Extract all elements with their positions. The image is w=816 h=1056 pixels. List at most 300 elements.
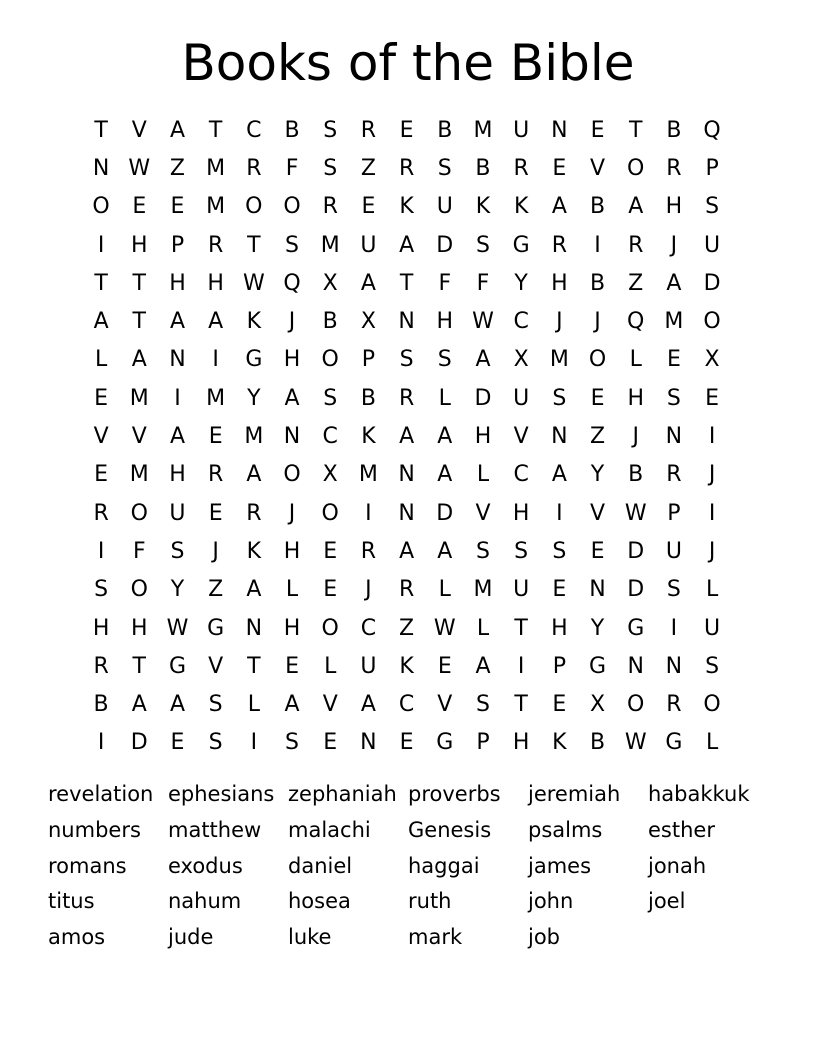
grid-letter: K — [246, 309, 262, 335]
grid-letter: C — [513, 462, 529, 488]
grid-letter: P — [361, 347, 376, 373]
grid-letter: S — [208, 692, 223, 718]
grid-letter: R — [551, 232, 567, 258]
grid-letter: H — [665, 194, 683, 220]
grid-letter: V — [513, 424, 529, 450]
grid-letter: H — [512, 730, 530, 756]
grid-letter: E — [94, 462, 109, 488]
word-list-item: titus — [48, 889, 95, 914]
grid-letter: H — [436, 309, 454, 335]
grid-letter: B — [589, 194, 606, 220]
grid-letter: I — [97, 538, 105, 564]
grid-letter: A — [169, 309, 185, 335]
word-list-item: daniel — [288, 853, 353, 878]
grid-letter: G — [512, 232, 530, 258]
grid-letter: R — [246, 155, 262, 181]
grid-letter: V — [475, 500, 491, 526]
grid-letter: A — [437, 538, 453, 564]
word-list-item: zephaniah — [288, 782, 397, 806]
word-list-item: haggai — [408, 853, 480, 878]
grid-letter: E — [437, 653, 452, 679]
grid-letter: G — [436, 730, 454, 756]
grid-letter: A — [360, 270, 376, 296]
grid-letter: T — [247, 232, 261, 258]
grid-letter: B — [437, 117, 453, 143]
grid-letter: U — [360, 232, 377, 258]
word-list-item: psalms — [528, 817, 603, 842]
grid-letter: Z — [628, 270, 644, 296]
grid-letter: H — [283, 538, 301, 564]
word-list-item: hosea — [288, 889, 351, 914]
grid-letter: V — [208, 653, 224, 679]
word-list-item: Genesis — [408, 817, 492, 842]
grid-letter: H — [551, 615, 568, 641]
word-list-item: job — [528, 925, 561, 950]
grid-letter: M — [664, 309, 684, 335]
grid-letter: C — [360, 615, 377, 641]
grid-letter: J — [288, 500, 296, 526]
grid-letter: T — [514, 692, 528, 718]
grid-letter: I — [670, 615, 678, 641]
grid-letter: L — [247, 692, 260, 718]
grid-letter: N — [92, 155, 110, 181]
grid-letter: A — [131, 692, 147, 718]
grid-letter: S — [437, 347, 452, 373]
grid-letter: H — [207, 270, 224, 296]
word-list-item: matthew — [168, 817, 262, 842]
grid-letter: M — [320, 232, 340, 258]
grid-letter: M — [129, 385, 149, 411]
grid-letter: E — [94, 385, 109, 411]
grid-letter: E — [552, 692, 567, 718]
grid-letter: A — [475, 347, 491, 373]
grid-letter: G — [207, 615, 225, 641]
grid-letter: N — [398, 462, 415, 488]
grid-letter: S — [514, 538, 529, 564]
grid-letter: E — [666, 347, 681, 373]
grid-letter: R — [513, 155, 529, 181]
grid-letter: D — [436, 500, 454, 526]
grid-letter: V — [131, 117, 147, 143]
grid-letter: J — [288, 309, 296, 335]
grid-letter: A — [399, 538, 415, 564]
grid-letter: R — [360, 117, 377, 143]
grid-letter: M — [206, 385, 226, 411]
grid-letter: O — [92, 194, 110, 220]
grid-letter: N — [398, 309, 415, 335]
grid-letter: I — [250, 730, 258, 756]
grid-letter: U — [360, 653, 377, 679]
grid-letter: B — [322, 309, 338, 335]
grid-letter: K — [399, 194, 414, 220]
grid-letter: Q — [283, 270, 301, 296]
grid-letter: R — [360, 538, 377, 564]
grid-letter: W — [242, 270, 265, 296]
grid-letter: R — [208, 462, 224, 488]
grid-letter: L — [285, 577, 299, 603]
grid-letter: O — [283, 462, 301, 488]
grid-letter: T — [208, 117, 223, 143]
grid-letter: A — [437, 424, 453, 450]
grid-letter: V — [322, 692, 338, 718]
word-list-item: john — [528, 889, 574, 914]
grid-letter: E — [705, 385, 720, 411]
grid-letter: V — [590, 500, 606, 526]
word-list-item: nahum — [168, 889, 242, 914]
grid-letter: V — [437, 692, 453, 718]
grid-letter: D — [130, 730, 148, 756]
grid-letter: K — [399, 653, 414, 679]
grid-letter: R — [93, 653, 109, 679]
letter-grid — [82, 111, 731, 762]
grid-letter: Q — [703, 117, 721, 143]
grid-letter: N — [551, 117, 568, 143]
grid-letter: J — [594, 309, 601, 335]
grid-letter: A — [551, 462, 567, 488]
grid-letter: L — [705, 577, 719, 603]
grid-letter: T — [94, 270, 108, 296]
grid-letter: E — [552, 155, 567, 181]
grid-letter: D — [436, 232, 454, 258]
grid-letter: C — [322, 424, 338, 450]
grid-letter: S — [475, 538, 490, 564]
grid-letter: A — [551, 194, 567, 220]
grid-letter: N — [398, 500, 415, 526]
grid-letter: A — [93, 309, 109, 335]
grid-letter: E — [590, 117, 605, 143]
grid-letter: P — [667, 500, 681, 526]
grid-letter: K — [475, 194, 491, 220]
grid-letter: T — [132, 653, 146, 679]
grid-letter: E — [399, 117, 414, 143]
grid-letter: R — [246, 500, 262, 526]
grid-letter: C — [246, 117, 262, 143]
grid-letter: Y — [170, 577, 185, 603]
grid-letter: D — [627, 538, 645, 564]
grid-letter: F — [438, 270, 452, 296]
grid-letter: M — [244, 424, 264, 450]
grid-letter: T — [399, 270, 414, 296]
grid-letter: R — [628, 232, 644, 258]
grid-letter: X — [589, 692, 606, 718]
word-list-item: ephesians — [168, 782, 275, 806]
grid-letter: H — [551, 270, 568, 296]
grid-letter: E — [323, 730, 338, 756]
grid-letter: W — [128, 155, 151, 181]
grid-letter: E — [132, 194, 147, 220]
grid-letter: E — [323, 538, 338, 564]
grid-letter: O — [627, 155, 645, 181]
grid-letter: M — [129, 462, 149, 488]
grid-letter: A — [284, 385, 300, 411]
grid-letter: T — [94, 117, 108, 143]
grid-letter: R — [322, 194, 338, 220]
grid-letter: N — [665, 424, 683, 450]
grid-letter: W — [166, 615, 189, 641]
grid-letter: U — [513, 577, 530, 603]
grid-letter: G — [168, 653, 186, 679]
grid-letter: S — [666, 385, 681, 411]
grid-letter: B — [360, 385, 376, 411]
word-list-item: proverbs — [408, 782, 501, 806]
grid-letter: M — [473, 577, 493, 603]
grid-letter: H — [512, 500, 530, 526]
grid-letter: L — [438, 577, 451, 603]
grid-letter: I — [212, 347, 219, 373]
grid-letter: H — [92, 615, 110, 641]
grid-letter: J — [708, 538, 716, 564]
grid-letter: Y — [590, 615, 605, 641]
grid-letter: E — [170, 730, 185, 756]
grid-letter: R — [93, 500, 109, 526]
grid-letter: A — [131, 347, 147, 373]
grid-letter: U — [513, 117, 530, 143]
grid-letter: A — [399, 424, 415, 450]
word-list-item: jeremiah — [528, 782, 621, 806]
grid-letter: X — [360, 309, 376, 335]
grid-letter: H — [169, 462, 186, 488]
word-list-item: james — [528, 853, 592, 878]
grid-letter: E — [361, 194, 376, 220]
grid-letter: D — [474, 385, 492, 411]
grid-letter: T — [628, 117, 643, 143]
grid-letter: W — [624, 500, 647, 526]
grid-letter: L — [324, 653, 337, 679]
grid-letter: A — [666, 270, 682, 296]
word-list-item: numbers — [48, 817, 141, 842]
word-list-item: ruth — [408, 889, 452, 914]
grid-letter: O — [321, 347, 339, 373]
grid-letter: U — [704, 232, 721, 258]
grid-letter: X — [322, 270, 338, 296]
grid-letter: U — [436, 194, 453, 220]
grid-letter: R — [666, 462, 682, 488]
grid-letter: E — [552, 577, 567, 603]
grid-letter: A — [628, 194, 644, 220]
grid-letter: W — [472, 309, 494, 335]
word-list-item: jonah — [648, 853, 707, 878]
word-list-item: habakkuk — [648, 782, 750, 806]
grid-letter: X — [704, 347, 720, 373]
grid-letter: B — [284, 117, 300, 143]
grid-letter: T — [132, 270, 146, 296]
grid-letter: H — [131, 615, 148, 641]
grid-letter: B — [666, 117, 682, 143]
grid-letter: S — [323, 155, 338, 181]
word-list-item: exodus — [168, 853, 243, 878]
grid-letter: Z — [589, 424, 606, 450]
grid-letter: O — [283, 194, 301, 220]
grid-letter: M — [206, 194, 226, 220]
grid-letter: S — [208, 730, 223, 756]
grid-letter: E — [285, 653, 299, 679]
grid-letter: H — [169, 270, 186, 296]
grid-letter: A — [246, 462, 262, 488]
word-list-item: joel — [648, 889, 686, 914]
grid-letter: V — [93, 424, 109, 450]
word-list-item: amos — [48, 925, 106, 950]
word-list-item: revelation — [48, 782, 154, 806]
grid-letter: V — [590, 155, 606, 181]
grid-letter: I — [174, 385, 181, 411]
grid-letter: I — [708, 500, 716, 526]
grid-letter: B — [475, 155, 491, 181]
grid-letter: S — [170, 538, 185, 564]
grid-letter: S — [475, 692, 490, 718]
grid-letter: N — [665, 653, 683, 679]
grid-letter: Z — [399, 615, 415, 641]
grid-letter: T — [514, 615, 528, 641]
grid-letter: H — [283, 347, 301, 373]
grid-letter: N — [169, 347, 186, 373]
grid-letter: P — [476, 730, 490, 756]
grid-letter: O — [130, 577, 148, 603]
grid-letter: G — [665, 730, 683, 756]
grid-letter: F — [132, 538, 146, 564]
grid-letter: W — [624, 730, 647, 756]
grid-letter: N — [589, 577, 606, 603]
grid-letter: H — [474, 424, 492, 450]
grid-letter: R — [398, 577, 415, 603]
grid-letter: O — [588, 347, 607, 373]
grid-letter: K — [246, 538, 262, 564]
grid-letter: R — [398, 385, 415, 411]
grid-letter: E — [590, 538, 605, 564]
grid-letter: W — [433, 615, 456, 641]
grid-letter: K — [513, 194, 529, 220]
word-list-item: romans — [48, 853, 127, 878]
grid-letter: U — [513, 385, 530, 411]
grid-letter: U — [665, 538, 682, 564]
grid-letter: B — [628, 462, 644, 488]
grid-letter: S — [666, 577, 681, 603]
word-list-item: jude — [168, 925, 214, 950]
grid-letter: S — [94, 577, 109, 603]
grid-letter: D — [703, 270, 721, 296]
grid-letter: S — [399, 347, 414, 373]
grid-letter: Z — [360, 155, 376, 181]
grid-letter: J — [212, 538, 219, 564]
grid-letter: L — [629, 347, 642, 373]
grid-letter: E — [590, 385, 605, 411]
grid-letter: A — [169, 692, 185, 718]
grid-letter: A — [360, 692, 376, 718]
grid-letter: A — [169, 117, 185, 143]
grid-letter: J — [365, 577, 372, 603]
grid-letter: I — [97, 232, 105, 258]
grid-letter: Y — [514, 270, 528, 296]
grid-letter: H — [283, 615, 301, 641]
grid-letter: S — [323, 117, 338, 143]
grid-letter: I — [556, 500, 563, 526]
grid-letter: R — [666, 692, 682, 718]
grid-letter: M — [473, 117, 493, 143]
grid-letter: G — [627, 615, 645, 641]
grid-letter: S — [285, 232, 300, 258]
grid-letter: R — [666, 155, 682, 181]
grid-letter: Z — [208, 577, 224, 603]
grid-letter: S — [285, 730, 300, 756]
grid-letter: N — [360, 730, 377, 756]
grid-letter: X — [513, 347, 529, 373]
grid-letter: S — [475, 232, 490, 258]
word-list-item: mark — [408, 925, 463, 950]
grid-letter: F — [476, 270, 490, 296]
grid-letter: N — [551, 424, 568, 450]
grid-letter: A — [437, 462, 453, 488]
grid-letter: H — [627, 385, 644, 411]
grid-letter: L — [476, 615, 490, 641]
word-list-item: esther — [648, 817, 715, 842]
grid-letter: D — [627, 577, 645, 603]
grid-letter: N — [283, 424, 301, 450]
grid-letter: B — [589, 270, 606, 296]
grid-letter: O — [321, 500, 339, 526]
grid-letter: U — [704, 615, 721, 641]
grid-letter: E — [323, 577, 338, 603]
grid-letter: B — [589, 730, 606, 756]
grid-letter: H — [131, 232, 148, 258]
grid-letter: C — [513, 309, 529, 335]
grid-letter: V — [131, 424, 147, 450]
word-list-item: luke — [288, 925, 332, 950]
word-list-item: malachi — [288, 817, 371, 842]
grid-letter: E — [208, 424, 223, 450]
grid-letter: A — [246, 577, 262, 603]
grid-letter: S — [552, 385, 567, 411]
grid-letter: J — [670, 232, 678, 258]
grid-letter: O — [627, 692, 645, 718]
grid-letter: O — [321, 615, 339, 641]
grid-letter: A — [208, 309, 224, 335]
grid-letter: S — [705, 194, 720, 220]
grid-letter: T — [247, 653, 261, 679]
grid-letter: A — [399, 232, 415, 258]
grid-letter: S — [323, 385, 338, 411]
grid-letter: E — [208, 500, 223, 526]
puzzle-title: Books of the Bible — [181, 34, 635, 92]
grid-letter: I — [365, 500, 372, 526]
grid-letter: M — [206, 155, 226, 181]
grid-letter: O — [703, 692, 721, 718]
grid-letter: Z — [169, 155, 185, 181]
grid-letter: N — [627, 653, 644, 679]
grid-letter: B — [93, 692, 109, 718]
grid-letter: S — [437, 155, 452, 181]
grid-letter: K — [552, 730, 567, 756]
grid-letter: O — [703, 309, 721, 335]
grid-letter: S — [705, 653, 720, 679]
grid-letter: M — [549, 347, 569, 373]
grid-letter: A — [169, 424, 185, 450]
grid-letter: Y — [590, 462, 605, 488]
grid-letter: R — [208, 232, 224, 258]
grid-letter: I — [97, 730, 105, 756]
grid-letter: O — [245, 194, 263, 220]
grid-letter: X — [322, 462, 338, 488]
grid-letter: I — [708, 424, 716, 450]
grid-letter: K — [361, 424, 376, 450]
grid-letter: U — [169, 500, 186, 526]
grid-letter: J — [632, 424, 639, 450]
grid-letter: S — [552, 538, 567, 564]
grid-letter: Q — [627, 309, 645, 335]
grid-letter: O — [130, 500, 148, 526]
grid-letter: T — [132, 309, 146, 335]
grid-letter: N — [245, 615, 263, 641]
grid-letter: C — [398, 692, 415, 718]
grid-letter: P — [705, 155, 719, 181]
